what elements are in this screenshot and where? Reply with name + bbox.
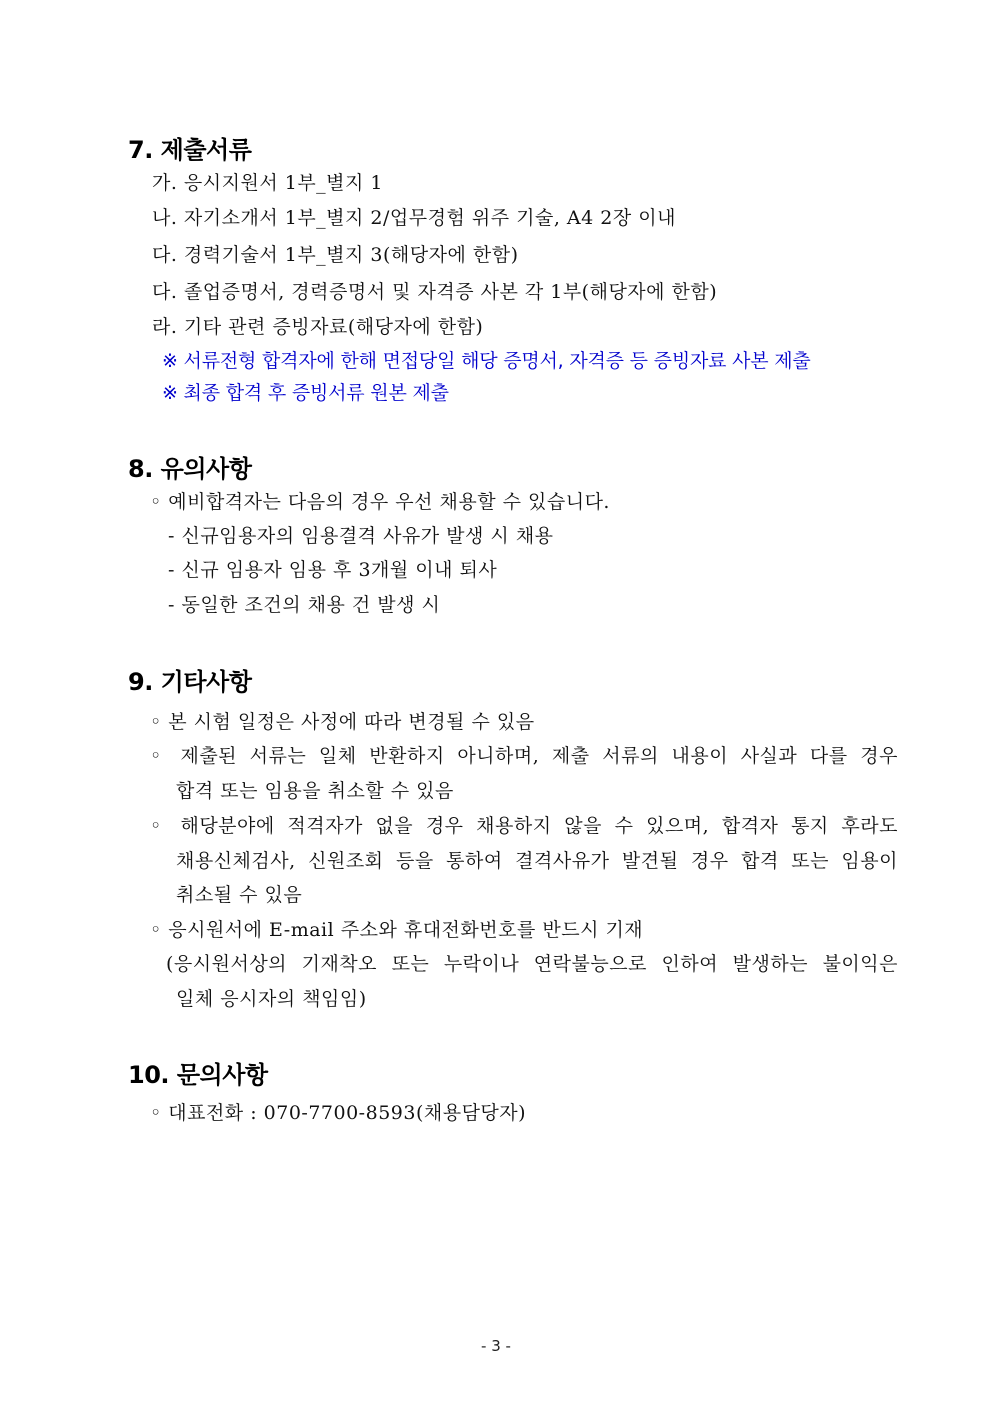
sub-list-item: - 신규 임용자 임용 후 3개월 이내 퇴사 xyxy=(168,559,498,581)
list-item: ◦ 응시원서에 E-mail 주소와 휴대전화번호를 반드시 기재 xyxy=(150,919,644,941)
note-item: ※ 최종 합격 후 증빙서류 원본 제출 xyxy=(162,382,449,404)
sub-list-item: - 신규임용자의 임용결격 사유가 발생 시 채용 xyxy=(168,525,554,547)
page-number: - 3 - xyxy=(481,1337,511,1355)
list-item: 다. 경력기술서 1부_별지 3(해당자에 한함) xyxy=(152,244,519,266)
list-item: ◦ 본 시험 일정은 사정에 따라 변경될 수 있음 xyxy=(150,711,535,733)
list-item-note-continuation: 일체 응시자의 책임임) xyxy=(176,988,367,1010)
section-heading-10: 10. 문의사항 xyxy=(128,1061,268,1089)
list-item-continuation: 합격 또는 임용을 취소할 수 있음 xyxy=(176,780,454,802)
list-item-note: (응시원서상의 기재착오 또는 누락이나 연락불능으로 인하여 발생하는 불이익은 xyxy=(166,953,898,975)
list-item-continuation: 채용신체검사, 신원조회 등을 통하여 결격사유가 발견될 경우 합격 또는 임용이 xyxy=(176,850,898,872)
list-item: 다. 졸업증명서, 경력증명서 및 자격증 사본 각 1부(해당자에 한함) xyxy=(152,281,718,303)
list-item: 가. 응시지원서 1부_별지 1 xyxy=(152,172,384,194)
section-heading-9: 9. 기타사항 xyxy=(128,668,252,696)
sub-list-item: - 동일한 조건의 채용 건 발생 시 xyxy=(168,594,441,616)
contact-item: ◦ 대표전화 : 070-7700-8593(채용담당자) xyxy=(150,1102,527,1124)
note-item: ※ 서류전형 합격자에 한해 면접당일 해당 증명서, 자격증 등 증빙자료 사본 제출 xyxy=(162,350,811,372)
list-item: 라. 기타 관련 증빙자료(해당자에 한함) xyxy=(152,316,484,338)
section-heading-7: 7. 제출서류 xyxy=(128,136,252,164)
list-item: ◦ 제출된 서류는 일체 반환하지 아니하며, 제출 서류의 내용이 사실과 다를 경우 xyxy=(150,745,898,767)
list-item: ◦ 해당분야에 적격자가 없을 경우 채용하지 않을 수 있으며, 합격자 통지 후라도 xyxy=(150,815,898,837)
list-item: ◦ 예비합격자는 다음의 경우 우선 채용할 수 있습니다. xyxy=(150,491,610,513)
list-item: 나. 자기소개서 1부_별지 2/업무경험 위주 기술, A4 2장 이내 xyxy=(152,207,676,229)
list-item-continuation: 취소될 수 있음 xyxy=(176,884,303,906)
section-heading-8: 8. 유의사항 xyxy=(128,455,252,483)
